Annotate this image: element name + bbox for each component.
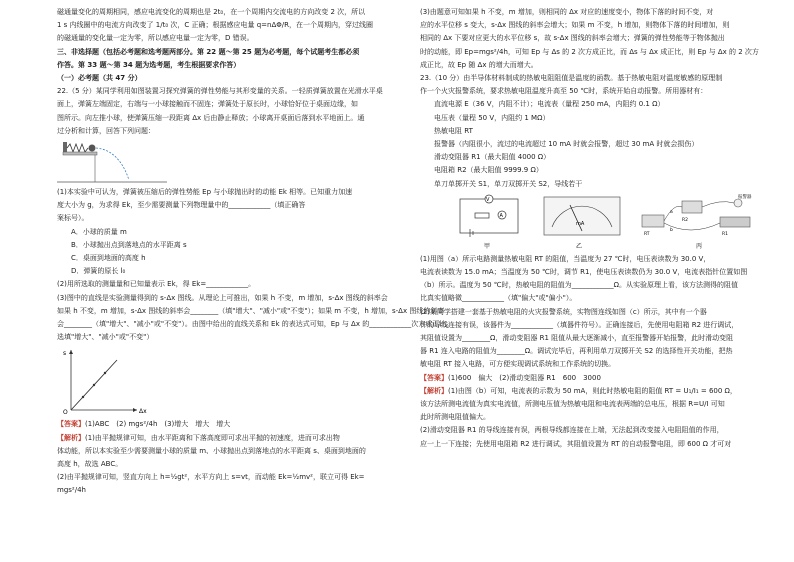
question-22: 22.（5 分）某同学利用如图装置习探究弹簧的弹性势能与其形变量的关系。一轻质弹簧放置在光滑水平桌 (57, 87, 383, 96)
option-b: B．小球抛出点到落地点的水平距离 s (71, 240, 187, 249)
text-line: 该方法所测电流值为真实电流值，所测电压值为热敏电阻和电流表两端的总电压，根据 R=U/I 可知 (420, 400, 725, 409)
text-line: 此时所测电阻值偏大。 (420, 413, 490, 422)
text-line: (2)某同学搭建一套基于热敏电阻的火灾报警系统，实物图连线如图（c）所示，其中有一个器 (420, 307, 707, 316)
graph-x-label: Δx (139, 408, 147, 416)
text-line: 面上，弹簧左端固定，右端与一小球接触而不固连；弹簧处于原长时，小球恰好位于桌面边缘，如 (57, 100, 358, 109)
answer-label: 【答案】 (420, 373, 448, 382)
equipment-item: 电压表（量程 50 V，内阻约 1 MΩ） (434, 113, 550, 122)
option-a: A．小球的质量 m (71, 227, 127, 236)
answer-line (57, 418, 409, 431)
text-line: 作一个火灾报警系统，要求热敏电阻温度升高至 50 ℃时，系统开始自动报警。所用器材有： (420, 87, 708, 96)
text-line: 选填"增大"、"减小"或"不变"） (57, 333, 154, 342)
required-heading: （一）必考题（共 47 分） (57, 74, 142, 83)
alarm-label: 报警器 (738, 194, 752, 200)
circuit-a (460, 195, 518, 250)
equipment-item: 直流电源 E（36 V，内阻不计）；电流表（量程 250 mA，内阻约 0.1 Ω） (434, 100, 665, 109)
analysis-label: 【解析】 (57, 433, 85, 442)
circuit-c (642, 193, 752, 250)
text-line: 图所示。向左推小球，使弹簧压缩一段距离 Δx 后由静止释放；小球离开桌面后落到水平地面上。通 (57, 113, 365, 122)
analysis-text: (1)由平抛规律可知，由水平距离和下落高度即可求出平抛的初速度，进而可求出物 (85, 433, 340, 442)
analysis-line (420, 385, 772, 398)
text-line: 磁通量变化的周期相同，感应电流变化的周期也是 2t₀，在一个周期内交流电的方向改变 2 次，所以 (57, 8, 366, 16)
text-line: (1)本实验中可认为，弹簧被压缩后的弹性势能 Ep 与小球抛出时的动能 Ek 相等。已知重力加速 (57, 188, 353, 197)
answer-line (420, 372, 772, 385)
text-line: 相同的 Δx 下要对应更大的水平位移 s，故 s-Δx 图线的斜率会增大；弹簧的弹性势能等于物体抛出 (420, 34, 725, 43)
fig-label-b: 乙 (576, 242, 583, 250)
r1-label: R1 (722, 231, 728, 237)
equipment-item: 单刀单掷开关 S1，单刀双掷开关 S2，导线若干 (434, 179, 583, 188)
text-line: mgs²/4h (57, 486, 86, 495)
equipment-item: 滑动变阻器 R1（最大阻值 4000 Ω） (434, 153, 551, 162)
svg-text:A: A (499, 212, 503, 219)
fig-label-a: 甲 (484, 242, 491, 250)
fig-label-c: 丙 (696, 242, 703, 250)
text-line: (3)由题意可知如果 h 不变，m 增加，则相同的 Δx 对应的速度变小，物体下落的时间不变，对 (420, 8, 714, 16)
text-line: 体动能，所以本实验至少需要测量小球的质量 m、小球抛出点到落地点的水平距离 s、桌面到地面的 (57, 446, 366, 455)
text-line: 成正比，故 Ep 随 Δx 的增大而增大。 (420, 60, 538, 69)
text-line: 电流表读数为 15.0 mA；当温度为 50 ℃时，调节 R1，使电压表读数仍为 30.0 V，电流表指针位置如图 (420, 268, 748, 277)
text-line: 案标号）。 (57, 214, 89, 223)
text-line: 度大小为 g，为求得 Ek，至少需要测量下列物理量中的____________（填正确答 (57, 201, 306, 210)
section-heading: 三、非选择题（包括必考题和选考题两部分。第 22 题～第 25 题为必考题，每个试题考生都必须 (57, 47, 360, 56)
spring-table-figure (57, 140, 409, 184)
meter-unit: mA (576, 220, 585, 227)
rt-label: RT (644, 231, 650, 237)
equipment-item: 报警器（内阻很小，流过的电流超过 10 mA 时就会报警，超过 30 mA 时就会损伤） (434, 140, 699, 149)
r2-label: R2 (682, 217, 688, 223)
text-line: 件的导线连接有误，该器件为____________（填器件符号）。正确连接后，先使用电阻箱 R2 进行调试， (420, 320, 739, 329)
question-23: 23.（10 分）由半导体材料制成的热敏电阻阻值是温度的函数。基于热敏电阻对温度敏感的原理制 (420, 74, 723, 83)
text-line: 敏电阻 RT 接入电路，可方便实现调试系统和工作系统的切换。 (420, 360, 616, 369)
text-line: 应一上一下连接；先使用电阻箱 R2 进行调试，其阻值设置为 RT 的自动报警电阻，即 600 Ω 才可对 (420, 439, 732, 448)
text-line: (1)用图（a）所示电路测量热敏电阻 RT 的阻值，当温度为 27 ℃时，电压表读数为 30.0 V， (420, 254, 711, 263)
text-line: 过分析和计算，回答下列问题： (57, 126, 155, 135)
analysis-label: 【解析】 (420, 386, 448, 395)
text-line: （b）所示。温度为 50 ℃时，热敏电阻的阻值为____________Ω。从实验原理上看，该方法测得的阻值 (420, 281, 739, 290)
option-c: C．桌面到地面的高度 h (71, 254, 146, 263)
text-line: 如果 h 不变，m 增加，s-Δx 图线的斜率会________（填"增大"、"减小"或"不变"）；如果 m 不变，h 增加，s-Δx 图线的斜率 (57, 306, 445, 315)
circuit-figures (420, 193, 772, 251)
text-line: 高度 h，故选 ABC。 (57, 460, 123, 469)
svg-text:V: V (486, 196, 490, 203)
s-deltax-graph (57, 346, 409, 416)
switch-a-label: a (670, 209, 673, 215)
text-line: 器 R1 连入电路的阻值为________Ω。调试完毕后，再利用单刀双掷开关 S2 的选择性开关功能，把热 (420, 347, 733, 356)
text-line: 其阻值设置为________Ω，滑动变阻器 R1 阻值从最大逐渐减小，直至报警器开始报警，此时滑动变阻 (420, 334, 734, 343)
text-line: 应的水平位移 s 变大，s-Δx 图线的斜率会增大；如果 m 不变，h 增加，则物体下落的时间增加，则 (420, 21, 730, 30)
text-line: 的磁通量的变化量一定为零，所以感应电量一定为零，D 错误。 (57, 34, 254, 43)
equipment-item: 电阻箱 R2（最大阻值 9999.9 Ω） (434, 166, 543, 175)
text-line: 比真实值略微____________（填"偏大"或"偏小"）。 (420, 294, 577, 303)
text-line: 时的动能，即 Ep=mgs²/4h，可知 Ep 与 Δs 的 2 次方成正比，而 Δs 与 Δx 成正比，则 Ep 与 Δx 的 2 次方 (420, 47, 759, 56)
meter-b (544, 197, 620, 250)
analysis-line (57, 432, 409, 445)
text-line: (3)图中的直线是实验测量得到的 s-Δx 图线。从理论上可推出，如果 h 不变，m 增加，s-Δx 图线的斜率会 (57, 293, 388, 302)
option-d: D．弹簧的原长 l₀ (71, 267, 126, 276)
text-line: (2)滑动变阻器 R1 的导线连接有误，两根导线都连接在上端，无法起到改变接入电阻阻值的作用， (420, 426, 724, 435)
right-column (420, 6, 772, 451)
text-line: 1 s 内线圈中的电流方向改变了 1/t₀ 次，C 正确；根据感应电量 q=nΔΦ/R，在一个周期内，穿过线圈 (57, 21, 373, 30)
answer-text: (1)600 偏大 (2)滑动变阻器 R1 600 3000 (448, 373, 601, 382)
graph-origin-label: O (63, 409, 68, 417)
text-line: 会________（填"增大"、"减小"或"不变"）。由图中给出的直线关系和 Ek 的表达式可知，Ep 与 Δx 的____________次方成正比。 (57, 320, 454, 329)
answer-label: 【答案】 (57, 420, 85, 429)
analysis-text: (1)由图（b）可知，电流表的示数为 50 mA，则此时热敏电阻的阻值 RT = U₁/I₁ = 600 Ω， (448, 386, 737, 395)
switch-b-label: b (670, 227, 673, 233)
section-heading-cont: 作答。第 33 题～第 34 题为选考题，考生根据要求作答） (57, 60, 241, 69)
text-line: (2)用所选取的测量量和已知量表示 Ek，得 Ek=____________。 (57, 280, 256, 289)
text-line: (2)由平抛规律可知，竖直方向上 h=½gt²，水平方向上 s=vt，而动能 Ek=½mv²，联立可得 Ek= (57, 473, 365, 482)
answer-text: (1)ABC (2) mgs²/4h (3)增大 增大 增大 (85, 420, 231, 429)
graph-y-label: s (63, 350, 67, 358)
equipment-item: 热敏电阻 RT (434, 126, 473, 135)
